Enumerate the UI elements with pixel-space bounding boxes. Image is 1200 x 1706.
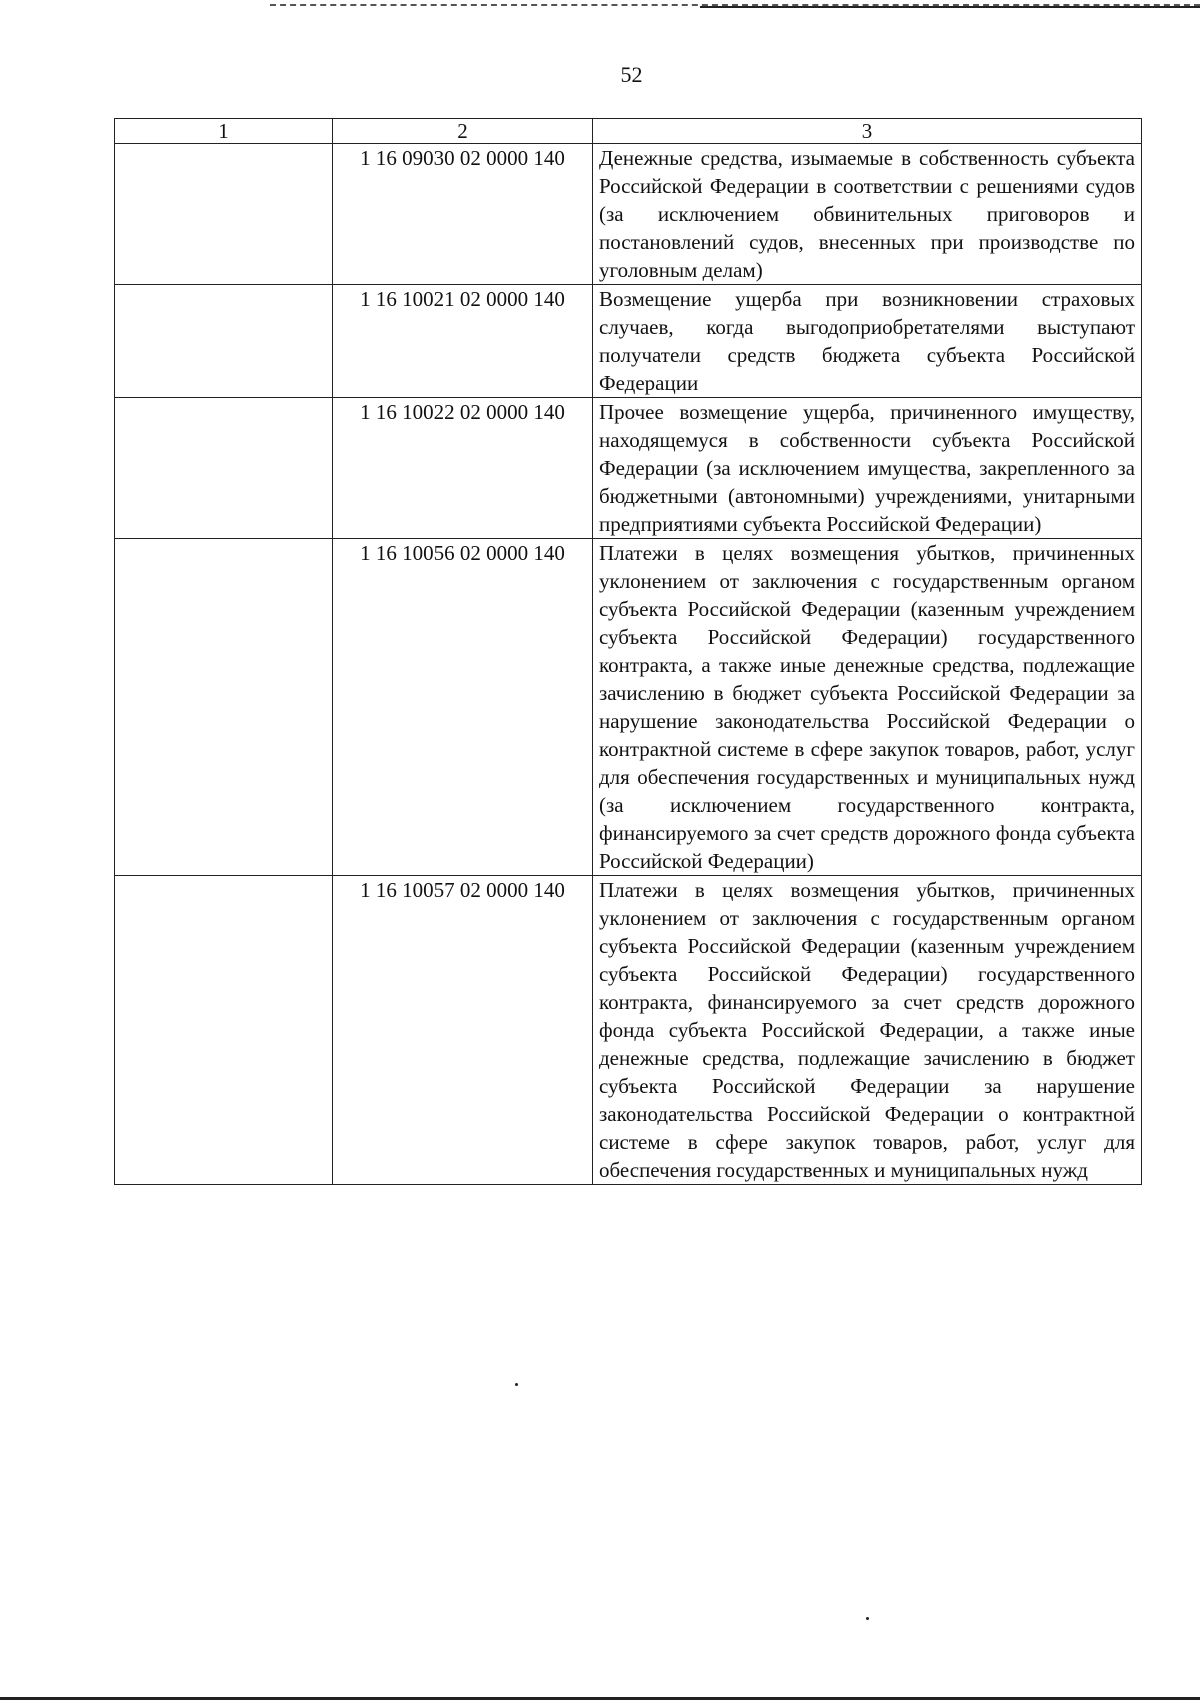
admin-code-cell <box>115 876 333 1185</box>
admin-code-cell <box>115 285 333 398</box>
description-cell: Платежи в целях возмещения убытков, причиненных уклонением от заключения с государственным органом субъекта Российской Федерации (казенным учреждением субъекта Российской Федерации) государственного контракта, финансируемого за счет средств дорожного фонда субъекта Российской Федерации, а также иные денежные средства, подлежащие зачислению в бюджет субъекта Российской Федерации за нарушение законодательства Российской Федерации о контрактной системе в сфере закупок товаров, работ, услуг для обеспечения государственных и муниципальных нужд <box>593 876 1142 1185</box>
table-row <box>115 398 1142 539</box>
revenue-codes-table <box>114 118 1142 1185</box>
budget-code-cell: 1 16 10022 02 0000 140 <box>333 398 593 539</box>
scan-speck <box>866 1617 869 1620</box>
table-row <box>115 876 1142 1185</box>
description-cell: Денежные средства, изымаемые в собственность субъекта Российской Федерации в соответствии с решениями судов (за исключением обвинительных приговоров и постановлений судов, внесенных при производстве по уголовным делам) <box>593 144 1142 285</box>
table-row <box>115 144 1142 285</box>
scan-bottom-edge <box>0 1697 1200 1700</box>
column-header-3: 3 <box>593 119 1142 144</box>
column-header-1: 1 <box>115 119 333 144</box>
description-cell: Прочее возмещение ущерба, причиненного имуществу, находящемуся в собственности субъекта Российской Федерации (за исключением имущества, закрепленного за бюджетными (автономными) учреждениями, унитарными предприятиями субъекта Российской Федерации) <box>593 398 1142 539</box>
column-header-2: 2 <box>333 119 593 144</box>
scan-top-edge-line <box>700 6 1200 8</box>
scan-speck <box>515 1383 518 1386</box>
admin-code-cell <box>115 144 333 285</box>
page-number: 52 <box>620 62 643 87</box>
budget-code-cell: 1 16 10021 02 0000 140 <box>333 285 593 398</box>
description-cell: Возмещение ущерба при возникновении страховых случаев, когда выгодоприобретателями выступают получатели средств бюджета субъекта Российской Федерации <box>593 285 1142 398</box>
budget-code-cell: 1 16 09030 02 0000 140 <box>333 144 593 285</box>
admin-code-cell <box>115 398 333 539</box>
table-header-row <box>115 119 1142 144</box>
table-row <box>115 285 1142 398</box>
table-row <box>115 539 1142 876</box>
description-cell: Платежи в целях возмещения убытков, причиненных уклонением от заключения с государственным органом субъекта Российской Федерации (казенным учреждением субъекта Российской Федерации) государственного контракта, а также иные денежные средства, подлежащие зачислению в бюджет субъекта Российской Федерации за нарушение законодательства Российской Федерации о контрактной системе в сфере закупок товаров, работ, услуг для обеспечения государственных и муниципальных нужд (за исключением государственного контракта, финансируемого за счет средств дорожного фонда субъекта Российской Федерации) <box>593 539 1142 876</box>
admin-code-cell <box>115 539 333 876</box>
budget-code-cell: 1 16 10057 02 0000 140 <box>333 876 593 1185</box>
budget-code-cell: 1 16 10056 02 0000 140 <box>333 539 593 876</box>
